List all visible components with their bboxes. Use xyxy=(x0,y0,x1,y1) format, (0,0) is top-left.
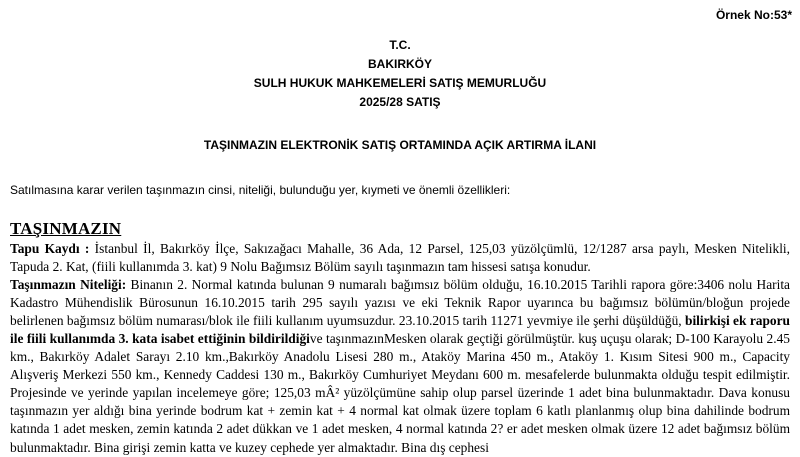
property-description xyxy=(10,240,790,457)
header-line-court-office: SULH HUKUK MAHKEMELERİ SATIŞ MEMURLUĞU xyxy=(253,76,547,90)
intro-text: Satılmasına karar verilen taşınmazın cinsi, niteliği, bulunduğu yer, kıymeti ve önemli özellikleri: xyxy=(10,183,511,197)
header-line-court-location: BAKIRKÖY xyxy=(367,57,432,71)
tapu-text: İstanbul İl, Bakırköy İlçe, Sakızağacı Mahalle, 36 Ada, 12 Parsel, 125,03 yüzölçümlü, 12/1287 arsa paylı, Mesken Nitelikli, Tapuda 2. Kat, (fiili kullanımda 3. kat) 9 Nolu Bağımsız Bölüm sayılı taşınmazın tam hissesi satışa konudur. xyxy=(10,241,790,275)
sample-number: Örnek No:53* xyxy=(715,8,792,22)
header-line-tc: T.C. xyxy=(389,38,411,52)
nitelik-text-part2: ve taşınmazınMesken olarak geçtiği görülmüştür. kuş uçuşu olarak; D-100 Karayolu 2.45 km., Bakırköy Adalet Sarayı 2.10 km.,Bakırköy Anadolu Lisesi 280 m., Ataköy Marina 450 m., Ataköy 1. Kısım Sitesi 900 m., Capacity Alışveriş Merkezi 550 km., Kennedy Caddesi 130 m., Bakırköy Cumhuriyet Meydanı 600 m. mesafelerde bulunmakta olduğu tespit edilmiştir. Projesinde ve yerinde yapılan incelemeye göre; 125,03 mÂ² yüzölçümüne sahip olup parsel üzerinde 1 adet bina bulunmaktadır. Dava konusu taşınmazın yer aldığı bina yerinde bodrum kat + zemin kat + 4 normal kat olmak üzere toplam 6 katlı planlanmış olup bina dahilinde bodrum katında 1 adet mesken, zemin katında 2 adet dükkan ve 1 adet mesken, 4 normal katında 2? er adet mesken olmak üzere 12 adet bağımsız bölüm bulunmaktadır. Bina girişi zemin katta ve kuzey cephede yer almaktadır. Bina dış cephesi xyxy=(10,331,790,455)
nitelik-text-part1: Binanın 2. Normal katında bulunan 9 numaralı bağımsız bölüm olduğu, 16.10.2015 Tarihli rapora göre:3406 nolu Harita Kadastro Mühendislik Bürosunun 16.10.2015 tarih 295 sayılı yazısı ve eki Teknik Rapor uyarınca bu bağımsız bölümün/bloğun projede belirlenen bağımsız bölüm numarası/blok ile fiili kullanım uyumsuzdur. 23.10.2015 tarih 11271 yevmiye ile şerhi düşüldüğü, xyxy=(10,277,791,329)
nitelik-label: Taşınmazın Niteliği: xyxy=(10,277,127,293)
tapu-label: Tapu Kaydı : xyxy=(10,241,90,256)
tapu-paragraph xyxy=(10,240,790,276)
notice-title: TAŞINMAZIN ELEKTRONİK SATIŞ ORTAMINDA AÇIK ARTIRMA İLANI xyxy=(203,138,597,152)
document-header xyxy=(0,36,800,112)
nitelik-emphasis: bilirkişi ek raporu ile fiili kullanımda 3. kata isabet ettiğinin bildirildiği xyxy=(10,313,790,347)
nitelik-paragraph xyxy=(10,276,790,456)
header-line-file-number: 2025/28 SATIŞ xyxy=(359,95,441,109)
section-heading: TAŞINMAZIN xyxy=(10,219,122,238)
